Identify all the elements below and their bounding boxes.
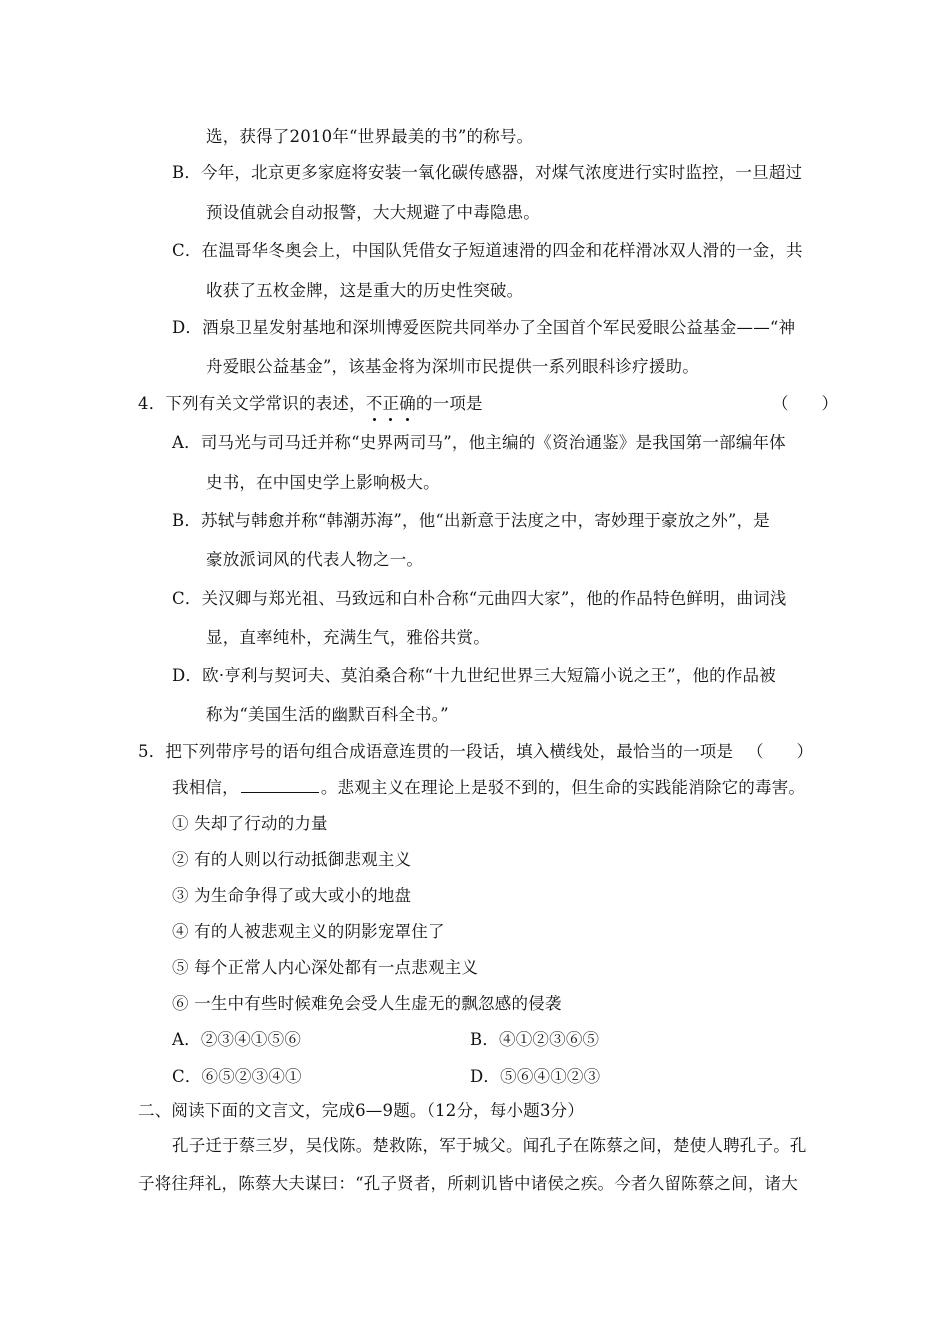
q3-option-d-line2: 舟爱眼公益基金”，该基金将为深圳市民提供一系列眼科诊疗援助。 bbox=[206, 357, 699, 376]
q5-lead-sentence bbox=[172, 777, 805, 799]
passage-line2: 子将往拜礼，陈蔡大夫谋曰：“孔子贤者，所刺讥皆中诸侯之疾。今者久留陈蔡之间，诸大 bbox=[138, 1174, 798, 1193]
q5-option-b: B．④①②③⑥⑤ bbox=[470, 1030, 600, 1049]
q5-item: ④ 有的人被悲观主义的阴影宠罩住了 bbox=[172, 922, 445, 941]
q5-item: ③ 为生命争得了或大或小的地盘 bbox=[172, 886, 412, 905]
q4-option-a-line1: A．司马光与司马迁并称“史界两司马”，他主编的《资治通鉴》是我国第一部编年体 bbox=[172, 433, 786, 452]
q4-option-d-line1: D．欧·亨利与契诃夫、莫泊桑合称“十九世纪世界三大短篇小说之王”，他的作品被 bbox=[172, 666, 776, 685]
q4-option-c-line2: 显，直率纯朴，充满生气，雅俗共赏。 bbox=[206, 628, 490, 647]
q5-item: ① 失却了行动的力量 bbox=[172, 814, 328, 833]
q5-item: ② 有的人则以行动抵御悲观主义 bbox=[172, 850, 412, 869]
q3-option-b-line1: B．今年，北京更多家庭将安装一氧化碳传感器，对煤气浓度进行实时监控，一旦超过 bbox=[172, 163, 803, 182]
q3-option-c-line1: C．在温哥华冬奥会上，中国队凭借女子短道速滑的四金和花样滑冰双人滑的一金，共 bbox=[172, 241, 803, 260]
q4-option-a-line2: 史书，在中国史学上影响极大。 bbox=[206, 473, 440, 492]
q5-item: ⑤ 每个正常人内心深处都有一点悲观主义 bbox=[172, 958, 479, 977]
q4-option-d-line2: 称为“美国生活的幽默百科全书。” bbox=[206, 705, 449, 724]
q5-option-c: C．⑥⑤②③④① bbox=[172, 1067, 302, 1086]
q5-lead-suffix: 。悲观主义在理论上是驳不到的，但生命的实践能消除它的毒害。 bbox=[320, 778, 806, 797]
q3-option-b-line2: 预设值就会自动报警，大大规避了中毒隐患。 bbox=[206, 203, 540, 222]
q5-option-d: D．⑤⑥④①②③ bbox=[470, 1067, 601, 1086]
answer-blank[interactable] bbox=[241, 778, 319, 793]
q4-answer-paren: （ ） bbox=[772, 394, 838, 413]
q4-option-b-line1: B．苏轼与韩愈并称“韩潮苏海”，他“出新意于法度之中，寄妙理于豪放之外”，是 bbox=[172, 511, 770, 530]
q4-emphasis-char: 确 bbox=[399, 394, 416, 413]
passage-line1: 孔子迁于蔡三岁，吴伐陈。楚救陈，军于城父。闻孔子在陈蔡之间，楚使人聘孔子。孔 bbox=[172, 1136, 807, 1155]
q5-lead-prefix: 我相信， bbox=[172, 778, 239, 797]
q5-item: ⑥ 一生中有些时候难免会受人生虚无的飘忽感的侵袭 bbox=[172, 994, 562, 1013]
q5-option-a: A．②③④①⑤⑥ bbox=[172, 1030, 302, 1049]
q5-stem: 5．把下列带序号的语句组合成语意连贯的一段话，填入横线处，最恰当的一项是 bbox=[138, 742, 734, 761]
section-heading: 二、阅读下面的文言文，完成6—9题。（12分，每小题3分） bbox=[138, 1101, 585, 1120]
q3-option-a-tail: 选，获得了2010年“世界最美的书”的称号。 bbox=[206, 127, 534, 146]
q5-answer-paren: （ ） bbox=[747, 742, 813, 761]
q4-option-c-line1: C．关汉卿与郑光祖、马致远和白朴合称“元曲四大家”，他的作品特色鲜明，曲词浅 bbox=[172, 589, 787, 608]
q4-option-b-line2: 豪放派词风的代表人物之一。 bbox=[206, 550, 424, 569]
q4-stem bbox=[138, 393, 483, 415]
q4-emphasis-char: 不 bbox=[365, 394, 383, 413]
q4-stem-prefix: 4．下列有关文学常识的表述， bbox=[138, 394, 366, 413]
q4-stem-suffix: 的一项是 bbox=[415, 394, 483, 413]
q3-option-d-line1: D．酒泉卫星发射基地和深圳博爱医院共同举办了全国首个军民爱眼公益基金——“神 bbox=[172, 318, 796, 337]
q4-emphasis-char: 正 bbox=[382, 394, 400, 413]
q3-option-c-line2: 收获了五枚金牌，这是重大的历史性突破。 bbox=[206, 281, 524, 300]
